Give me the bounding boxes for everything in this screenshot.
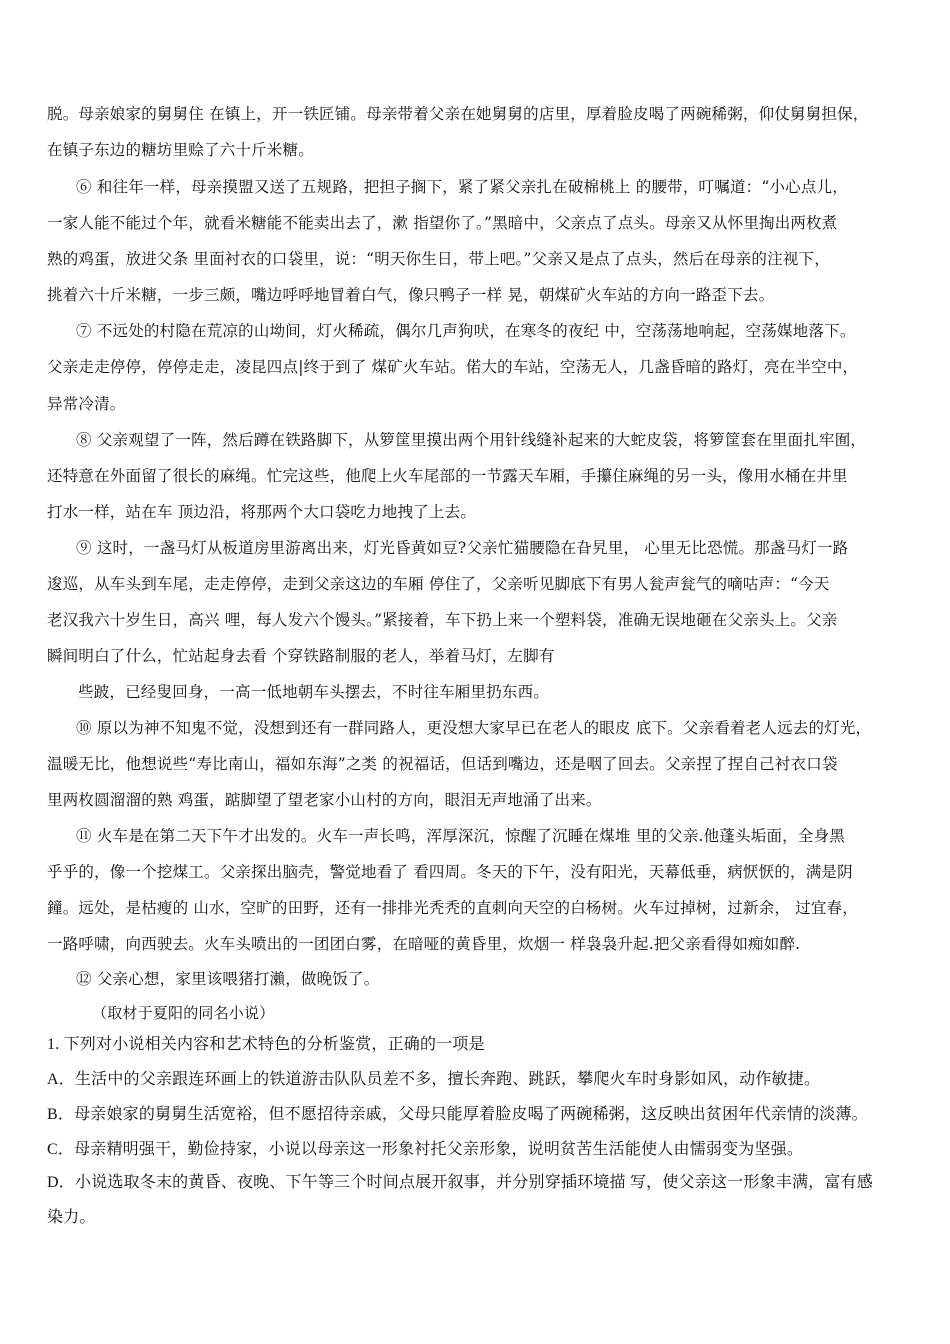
paragraph-6-line-1: ⑥ 和往年一样，母亲摸盟又送了五规路，把担子搁下，紧了紧父亲扎在破棉桃上 的腰带，叮嘱道：“小心点儿， [76, 178, 848, 196]
source-note: （取材于夏阳的同名小说） [92, 1004, 275, 1022]
paragraph-8-line-1: ⑧ 父亲观望了一阵，然后蹲在铁路脚下，从箩筐里摸出两个用针线缝补起来的大蛇皮袋，将箩筐套在里面扎牢囿， [76, 431, 867, 449]
paragraph-7-line-2: 父亲走走停停，停停走走，凌昆四点|终于到了 煤矿火车站。偌大的车站，空荡无人，几盏昏暗的路灯，亮在半空中， [47, 358, 859, 376]
paragraph-11-line-1: ⑪ 火车是在第二天下午才出发的。火车一声长鸣，浑厚深沉，惊醒了沉睡在煤堆 里的父亲.他蓬头垢面，全身黑 [76, 827, 845, 845]
paragraph-7-line-3: 异常冷清。 [47, 395, 126, 413]
paragraph-8-line-2: 还特意在外面留了很长的麻绳。忙完这些，他爬上火车尾部的一节露天车厢，手攥住麻绳的另一头，像用水桶在井里 [47, 467, 848, 485]
paragraph-6-line-2: 一家人能不能过个年，就看米糖能不能卖出去了，漱 指望你了。”黑暗中，父亲点了点头。母亲又从怀里掏出两枚煮 [47, 214, 838, 232]
option-d-line-1: D．小说选取冬末的黄昏、夜晚、下午等三个时间点展开叙事，并分别穿插环境描 写，使父亲这一形象丰满，富有感 [47, 1174, 873, 1191]
paragraph-11-line-3: 鐘。远处，是枯瘦的 山水，空旷的田野，还有一排排光秃秃的直刺向天空的白杨树。火车过掉树，过新余， 过宜春， [47, 899, 858, 917]
passage-line-1: 脱。母亲娘家的舅舅住 在镇上，开一铁匠铺。母亲带着父亲在她舅舅的店里，厚着脸皮喝了两碗稀粥，仰仗舅舅担保， [47, 105, 869, 123]
paragraph-7-line-1: ⑦ 不远处的村隐在荒凉的山坳间，灯火稀疏，偶尔几声狗吠，在寒冬的夜纪 中，空荡荡地响起，空荡媒地落下。 [76, 322, 856, 340]
paragraph-9-line-2: 逡巡，从车头到车尾，走走停停，走到父亲这边的车厢 停住了，父亲听见脚底下有男人瓮声瓮气的嘀咕声：“今天 [47, 575, 830, 593]
paragraph-9-line-5: 些跛，已经叟回身，一高一低地朝车头摆去，不时往车厢里扔东西。 [78, 683, 550, 701]
paragraph-9-line-4: 瞬间明白了什么，忙站起身去看 个穿铁路制服的老人，举着马灯，左脚有 [47, 647, 555, 665]
paragraph-9-line-3: 老汉我六十岁生日，高兴 哩，每人发六个馒头。”紧接着，车下扔上来一个塑料袋，准确无误地砸在父亲头上。父亲 [47, 611, 838, 629]
paragraph-10-line-1: ⑩ 原以为神不知鬼不觉，没想到还有一群同路人，更没想大家早已在老人的眼皮 底下。父亲看着老人远去的灯光， [76, 719, 872, 737]
paragraph-11-line-4: 一路呼啸，向西驶去。火车头喷出的一团团白雾，在暗哑的黄昏里，炊烟一 样袅袅升起.把父亲看得如痴如醉. [47, 935, 801, 953]
question-stem: 1. 下列对小说相关内容和艺术特色的分析鉴赏，正确的一项是 [47, 1036, 485, 1053]
paragraph-12: ⑫ 父亲心想，家里该喂猪打瀨，做晚饭了。 [76, 970, 380, 988]
paragraph-8-line-3: 打水一样，站在车 顶边沿，将那两个大口袋吃力地拽了上去。 [47, 503, 477, 521]
paragraph-9-line-1: ⑨ 这时，一盏马灯从板道房里游离出来，灯光昏黄如豆?父亲忙猫腰隐在旮旯里， 心里无比恐慌。那盏马灯一路 [76, 539, 849, 557]
option-d-line-2: 染力。 [47, 1209, 96, 1226]
paragraph-10-line-2: 温暖无比，他想说些“寿比南山，福如东海”之类 的祝福话，但话到嘴边，还是咽了回去。父亲捏了捏自己衬衣口袋 [47, 755, 838, 773]
passage-line-2: 在镇子东边的糖坊里赊了六十斤米糖。 [47, 141, 314, 159]
paragraph-10-line-3: 里两枚圆溜溜的熟 鸡蛋，踮脚望了望老家小山村的方向，眼泪无声地涌了出来。 [47, 791, 602, 809]
option-b: B．母亲娘家的舅舅生活宽裕，但不愿招待亲戚，父母只能厚着脸皮喝了两碗稀粥，这反映出贫困年代亲情的淡薄。 [47, 1106, 868, 1123]
option-c: C．母亲精明强干，勤俭持家，小说以母亲这一形象衬托父亲形象，说明贫苦生活能使人由懦弱变为坚强。 [47, 1141, 804, 1158]
paragraph-6-line-4: 挑着六十斤米糖，一步三颇，嘴边呼呼地冒着白气，像只鸭子一样 晃，朝煤矿火车站的方向一路歪下去。 [47, 286, 775, 304]
paragraph-11-line-2: 乎乎的，像一个挖煤工。父亲探出脑壳，警觉地看了 看四周。冬天的下午，没有阳光，天幕低垂，病恹恹的，满是阴 [47, 863, 853, 881]
option-a: A．生活中的父亲跟连环画上的铁道游击队队员差不多，擅长奔跑、跳跃，攀爬火车时身影如风，动作敏捷。 [47, 1071, 821, 1088]
paragraph-6-line-3: 熟的鸡蛋，放进父条 里面衬衣的口袋里，说：“明天你生日，带上吧。”父亲又是点了点头，然后在母亲的注视下， [47, 250, 830, 268]
